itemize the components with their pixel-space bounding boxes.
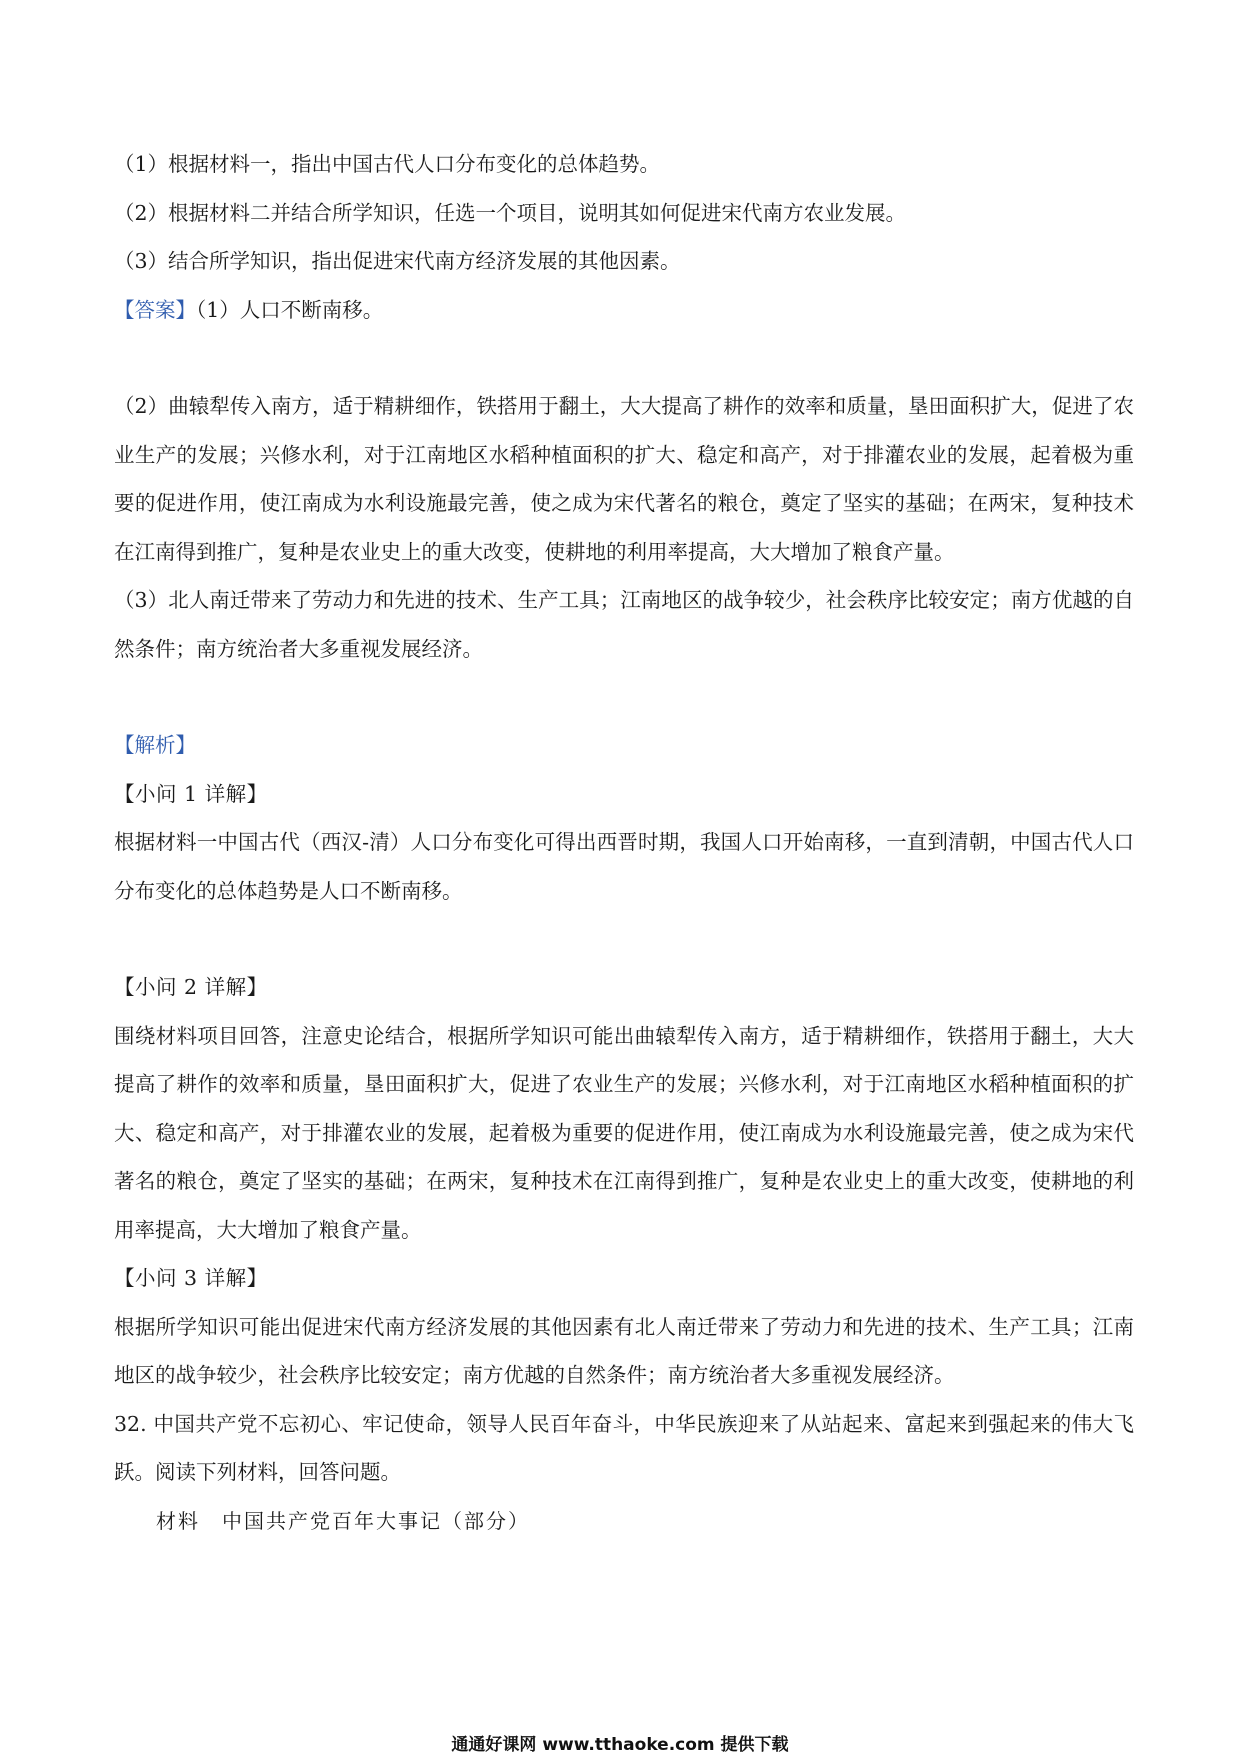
material-caption: 材料 中国共产党百年大事记（部分） <box>156 1508 530 1533</box>
sub-question-2-text: 围绕材料项目回答，注意史论结合，根据所学知识可能出曲辕犁传入南方，适于精耕细作，铁搭用于翻土，大大提高了耕作的效率和质量，垦田面积扩大，促进了农业生产的发展；兴修水利，对于江南地区水稻种植面积的扩大、稳定和高产，对于排灌农业的发展，起着极为重要的促进作用，使江南成为水利设施最完善，使之成为宋代著名的粮仓，奠定了坚实的基础；在两宋，复种技术在江南得到推广，复种是农业史上的重大改变，使耕地的利用率提高，大大增加了粮食产量。 <box>114 1023 1134 1242</box>
question-1: （1）根据材料一，指出中国古代人口分布变化的总体趋势。 <box>114 152 661 176</box>
answer-tag: 【答案】 <box>114 297 196 322</box>
spacer <box>114 673 1134 721</box>
spacer <box>114 915 1134 963</box>
question-3: （3）结合所学知识，指出促进宋代南方经济发展的其他因素。 <box>114 249 681 273</box>
sub-question-1-title: 【小问 1 详解】 <box>114 781 268 806</box>
question-32: 32. 中国共产党不忘初心、牢记使命，领导人民百年奋斗，中华民族迎来了从站起来、富起来到强起来的伟大飞跃。阅读下列材料，回答问题。 <box>114 1411 1134 1484</box>
sub-question-3-text: 根据所学知识可能出促进宋代南方经济发展的其他因素有北人南迁带来了劳动力和先进的技术、生产工具；江南地区的战争较少，社会秩序比较安定；南方优越的自然条件；南方统治者大多重视发展经济。 <box>114 1314 1134 1387</box>
answer-1: （1）人口不断南移。 <box>196 297 384 322</box>
document-body <box>114 140 1134 1545</box>
spacer <box>114 334 1134 382</box>
sub-question-3-title: 【小问 3 详解】 <box>114 1266 268 1290</box>
sub-question-1-text: 根据材料一中国古代（西汉-清）人口分布变化可得出西晋时期，我国人口开始南移，一直到清朝，中国古代人口分布变化的总体趋势是人口不断南移。 <box>114 830 1134 903</box>
answer-2: （2）曲辕犁传入南方，适于精耕细作，铁搭用于翻土，大大提高了耕作的效率和质量，垦田面积扩大，促进了农业生产的发展；兴修水利，对于江南地区水稻种植面积的扩大、稳定和高产，对于排灌农业的发展，起着极为重要的促进作用，使江南成为水利设施最完善，使之成为宋代著名的粮仓，奠定了坚实的基础；在两宋，复种技术在江南得到推广，复种是农业史上的重大改变，使耕地的利用率提高，大大增加了粮食产量。 <box>114 394 1134 564</box>
page-footer: 通通好课网 www.tthaoke.com 提供下载 <box>451 1735 789 1755</box>
answer-line-1 <box>114 286 1134 335</box>
question-2: （2）根据材料二并结合所学知识，任选一个项目，说明其如何促进宋代南方农业发展。 <box>114 200 907 225</box>
sub-question-2-title: 【小问 2 详解】 <box>114 975 268 999</box>
analysis-tag: 【解析】 <box>114 733 196 757</box>
answer-3: （3）北人南迁带来了劳动力和先进的技术、生产工具；江南地区的战争较少，社会秩序比较安定；南方优越的自然条件；南方统治者大多重视发展经济。 <box>114 588 1134 661</box>
